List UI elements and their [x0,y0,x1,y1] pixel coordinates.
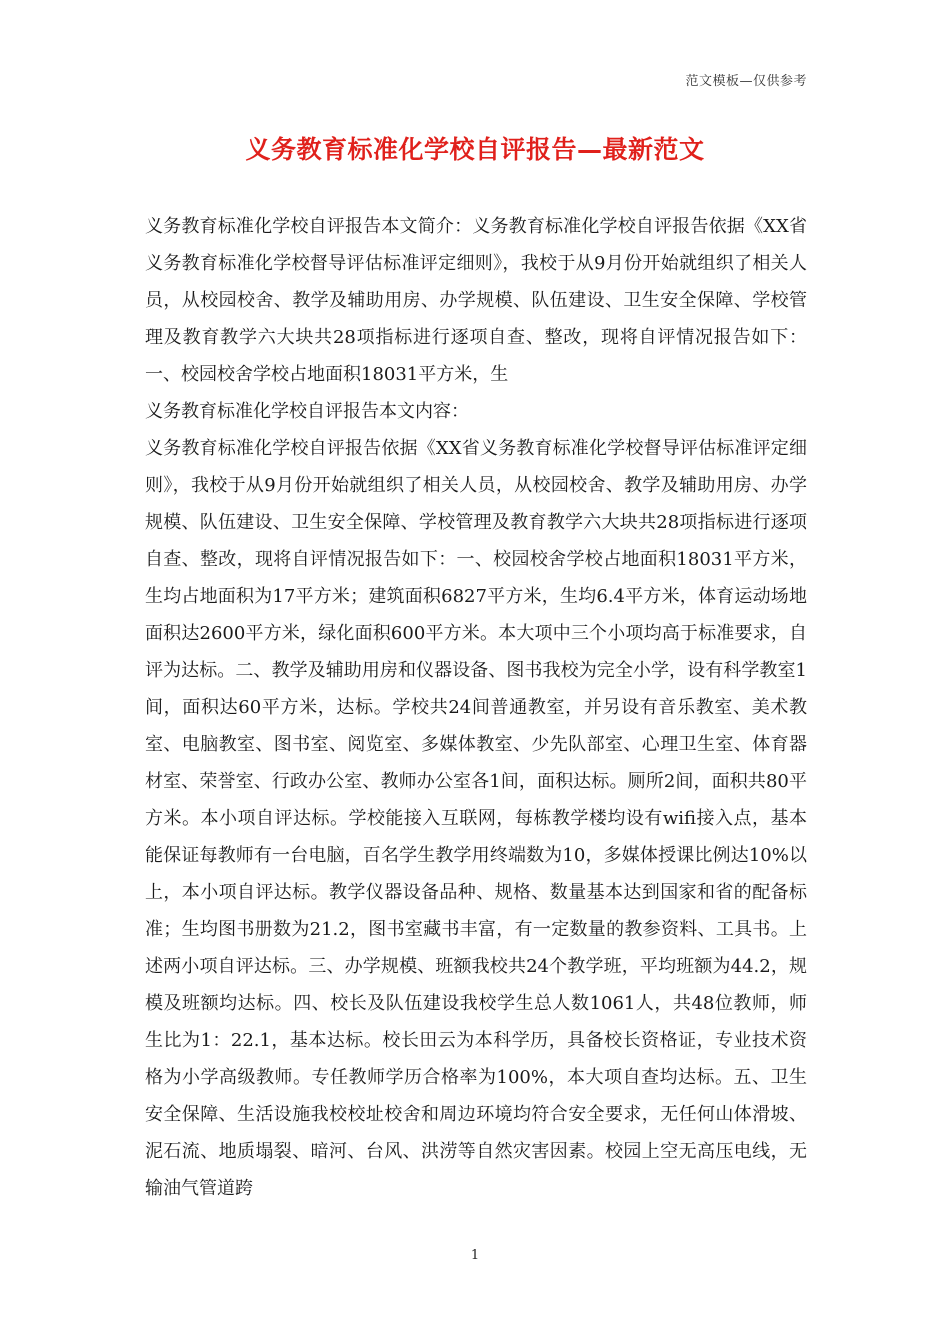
content-heading: 义务教育标准化学校自评报告本文内容： [145,401,469,422]
content-paragraph: 义务教育标准化学校自评报告依据《XX省义务教育标准化学校督导评估标准评定细则》，我校于从9月份开始就组织了相关人员，从校园校舍、教学及辅助用房、办学规模、队伍建设、卫生安全保障、学校管理及教育教学六大块共28项指标进行逐项自查、整改，现将自评情况报告如下：一、校园校舍学校占地面积18031平方米，生均占地面积为17平方米；建筑面积6827平方米，生均6.4平方米，体育运动场地面积达2600平方米，绿化面积600平方米。本大项中三个小项均高于标准要求，自评为达标。二、教学及辅助用房和仪器设备、图书我校为完全小学，设有科学教室1间，面积达60平方米，达标。学校共24间普通教室，并另设有音乐教室、美术教室、电脑教室、图书室、阅览室、多媒体教室、少先队部室、心理卫生室、体育器材室、荣誉室、行政办公室、教师办公室各1间，面积达标。厕所2间，面积共80平方米。本小项自评达标。学校能接入互联网，每栋教学楼均设有wifi接入点，基本能保证每教师有一台电脑，百名学生教学用终端数为10，多媒体授课比例达10%以上，本小项自评达标。教学仪器设备品种、规格、数量基本达到国家和省的配备标准；生均图书册数为21.2，图书室藏书丰富，有一定数量的教参资料、工具书。上述两小项自评达标。三、办学规模、班额我校共24个教学班，平均班额为44.2，规模及班额均达标。四、校长及队伍建设我校学生总人数1061人，共48位教师，师生比为1：22.1，基本达标。校长田云为本科学历，具备校长资格证，专业技术资格为小学高级教师。专任教师学历合格率为100%，本大项自查均达标。五、卫生安全保障、生活设施我校校址校舍和周边环境均符合安全要求，无任何山体滑坡、泥石流、地质塌裂、暗河、台风、洪涝等自然灾害因素。校园上空无高压电线，无输油气管道跨 [145,438,807,1199]
document-title: 义务教育标准化学校自评报告—最新范文 [245,135,705,164]
header-note: 范文模板—仅供参考 [685,74,807,89]
page-number: 1 [470,1248,480,1263]
document-body [145,208,807,1207]
summary-paragraph: 义务教育标准化学校自评报告本文简介：义务教育标准化学校自评报告依据《XX省义务教育标准化学校督导评估标准评定细则》，我校于从9月份开始就组织了相关人员，从校园校舍、教学及辅助用房、办学规模、队伍建设、卫生安全保障、学校管理及教育教学六大块共28项指标进行逐项自查、整改，现将自评情况报告如下：一、校园校舍学校占地面积18031平方米，生 [145,216,807,385]
